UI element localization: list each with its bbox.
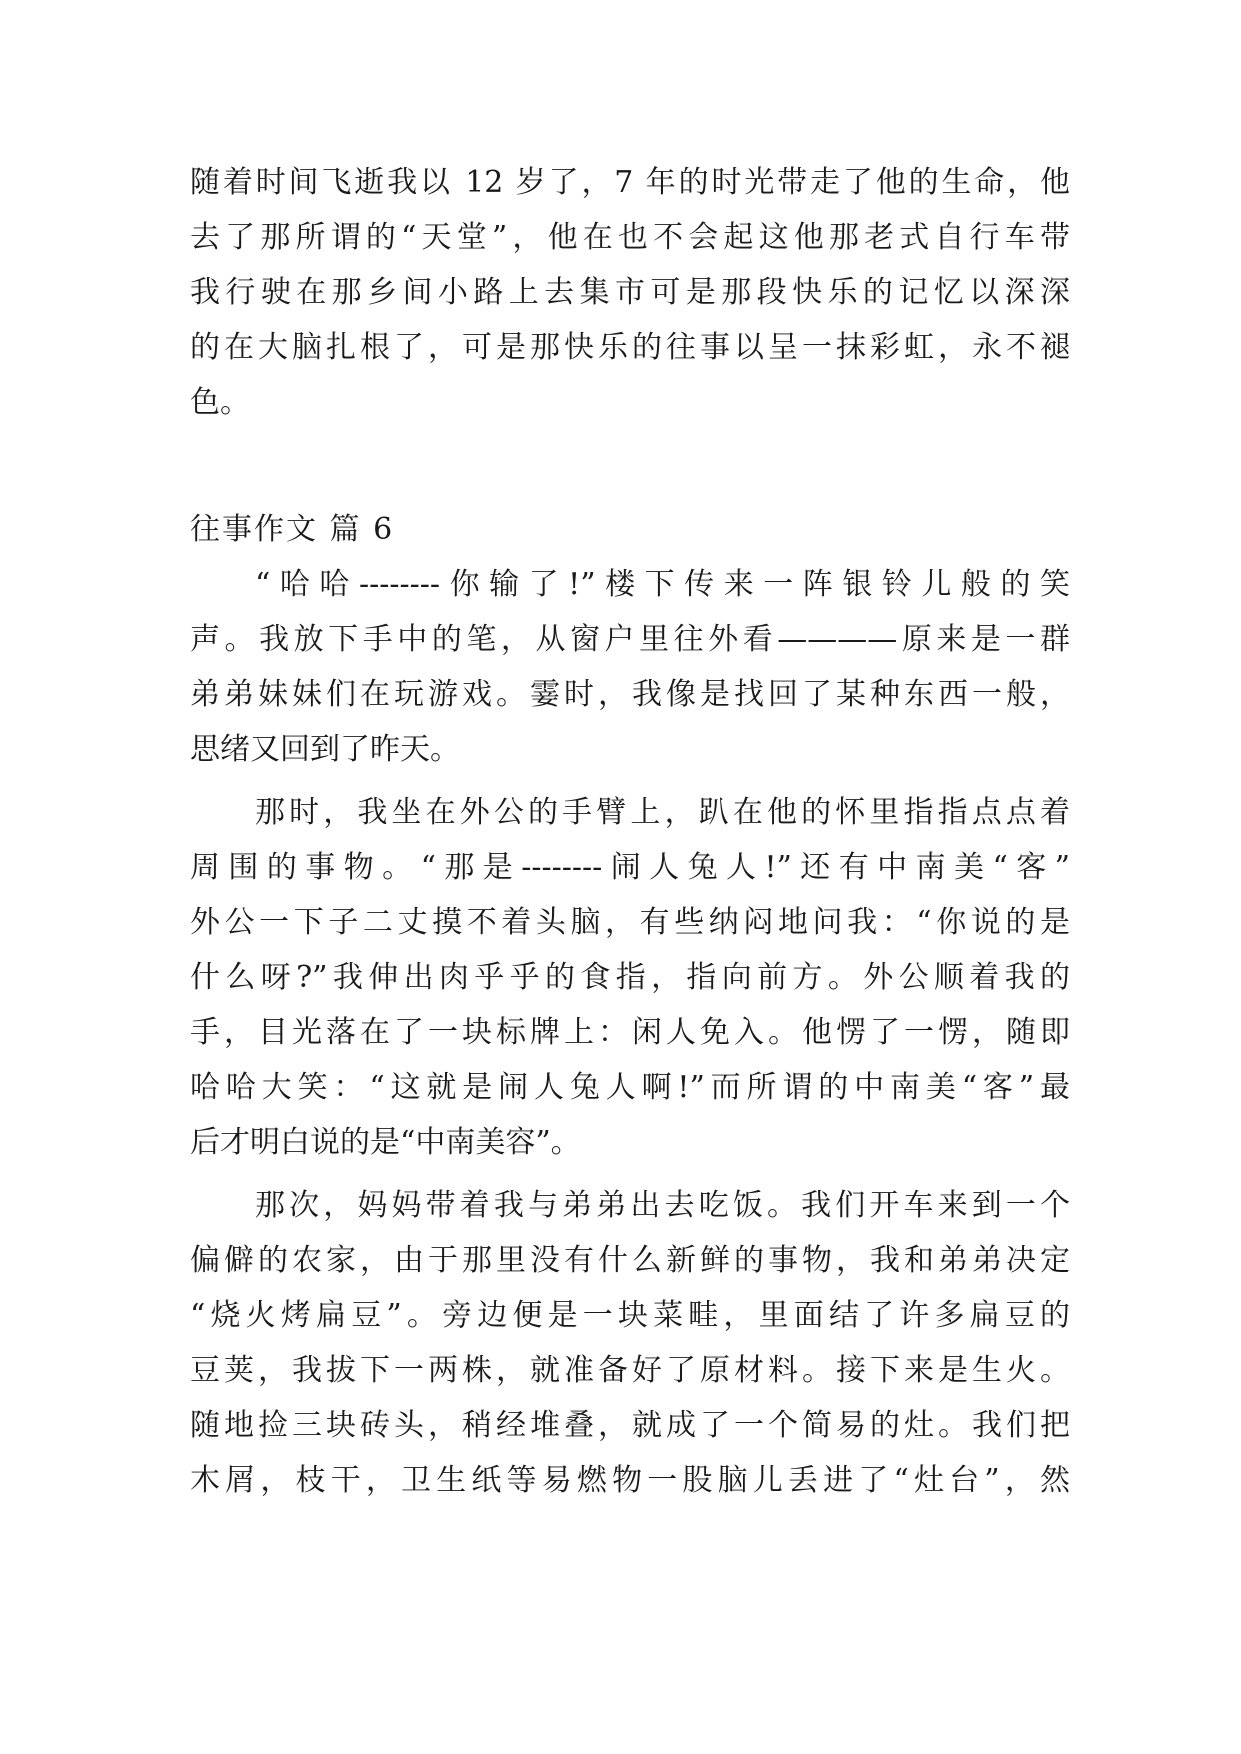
paragraph-line: 后才明白说的是“中南美容”。	[190, 1125, 581, 1160]
intro-line: 随着时间飞逝我以 12 岁了，7 年的时光带走了他的生命，他	[190, 165, 1070, 200]
paragraph-line: 弟弟妹妹们在玩游戏。霎时，我像是找回了某种东西一般，	[190, 677, 1070, 712]
intro-line: 的在大脑扎根了，可是那快乐的往事以呈一抹彩虹，永不褪	[190, 330, 1070, 365]
paragraph-line: 那次，妈妈带着我与弟弟出去吃饭。我们开车来到一个	[255, 1188, 1070, 1223]
paragraph-line: 哈哈大笑：“这就是闹人兔人啊!”而所谓的中南美“客”最	[190, 1070, 1070, 1105]
intro-line: 去了那所谓的“天堂”，他在也不会起这他那老式自行车带	[190, 220, 1070, 255]
paragraph-line: 周围的事物。“那是--------闹人兔人!”还有中南美“客”	[190, 850, 1070, 885]
paragraph-line: 那时，我坐在外公的手臂上，趴在他的怀里指指点点着	[255, 795, 1070, 830]
paragraph-line: 木屑，枝干，卫生纸等易燃物一股脑儿丢进了“灶台”，然	[190, 1463, 1070, 1498]
section-heading: 往事作文 篇 6	[190, 512, 395, 547]
paragraph-line: “烧火烤扁豆”。旁边便是一块菜畦，里面结了许多扁豆的	[190, 1298, 1070, 1333]
paragraph-line: 思绪又回到了昨天。	[190, 732, 460, 767]
intro-line: 我行驶在那乡间小路上去集市可是那段快乐的记忆以深深	[190, 275, 1070, 310]
paragraph-line: 豆荚，我拔下一两株，就准备好了原材料。接下来是生火。	[190, 1353, 1070, 1388]
paragraph-line: 外公一下子二丈摸不着头脑，有些纳闷地问我：“你说的是	[190, 905, 1070, 940]
intro-line: 色。	[190, 385, 250, 420]
paragraph-line: 什么呀?”我伸出肉乎乎的食指，指向前方。外公顺着我的	[190, 960, 1070, 995]
paragraph-line: 声。我放下手中的笔，从窗户里往外看————原来是一群	[190, 622, 1070, 657]
paragraph-line: 手，目光落在了一块标牌上：闲人免入。他愣了一愣，随即	[190, 1015, 1070, 1050]
paragraph-line: 随地捡三块砖头，稍经堆叠，就成了一个简易的灶。我们把	[190, 1408, 1070, 1443]
paragraph-line: 偏僻的农家，由于那里没有什么新鲜的事物，我和弟弟决定	[190, 1243, 1070, 1278]
paragraph-line: “哈哈--------你输了!”楼下传来一阵银铃儿般的笑	[255, 567, 1070, 602]
